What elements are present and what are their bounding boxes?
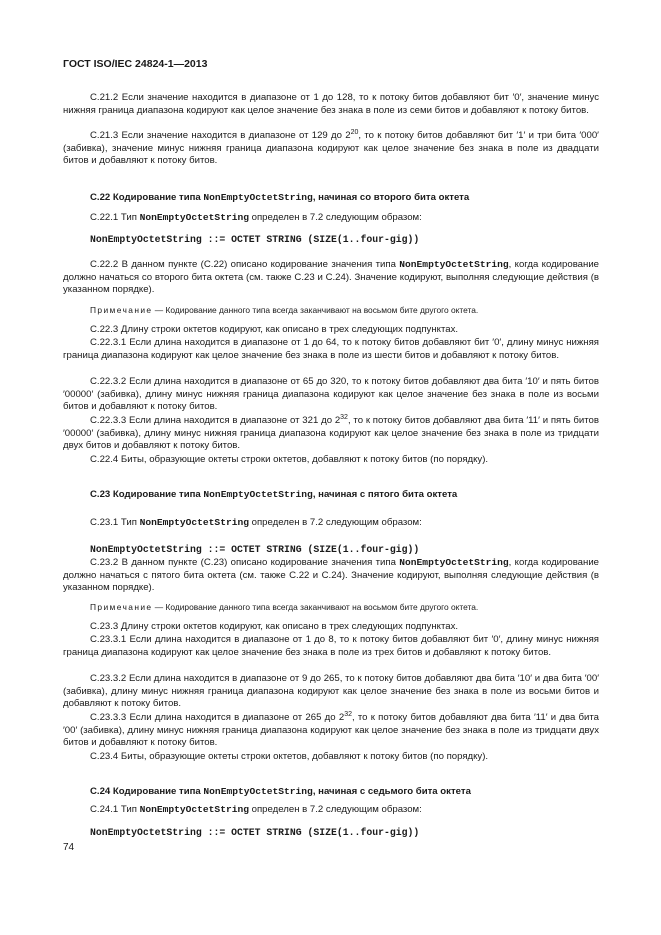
para-c24-1-type: NonEmptyOctetString	[139, 804, 249, 815]
para-c22-3: С.22.3 Длину строки октетов кодируют, как описано в трех следующих подпунктах.	[90, 324, 459, 335]
page-number: 74	[63, 842, 75, 853]
para-c23-3-1: С.23.3.1 Если длина находится в диапазоне от 1 до 8, то к потоку битов добавляют бит ′0′, длину минус нижняя граница диапазона кодируют как целое значение без знака в поле из трех битов и добавляют к потоку битов.	[63, 634, 599, 658]
para-c23-2	[63, 557, 599, 595]
para-c23-2-post: , когда кодирование должно начаться с пятого бита октета (см. также С.22 и С.24). Значение кодируют, выполняя следующие действия (в указанном порядке).	[63, 557, 600, 594]
heading-c23	[63, 489, 457, 502]
para-c23-3-3-text: С.23.3.3 Если длина находится в диапазоне от 265 до 2	[90, 712, 345, 723]
heading-c23-pre: С.23 Кодирование типа	[90, 489, 204, 500]
para-c22-3-3	[63, 415, 599, 453]
para-c23-1	[63, 517, 599, 530]
para-c22-3-3-text: С.22.3.3 Если длина находится в диапазоне от 321 до 2	[90, 415, 341, 426]
para-c21-3	[63, 130, 599, 168]
para-c23-3-2: С.23.3.2 Если длина находится в диапазоне от 9 до 265, то к потоку битов добавляют два бита ′10′ и два бита ′00′ (забивка), длину минус нижняя граница диапазона кодируют как целое значение без знака в поле из восьми битов и добавляют к потоку битов.	[63, 673, 599, 710]
heading-c24-post: , начиная с седьмого бита октета	[312, 786, 471, 797]
para-c23-1-type: NonEmptyOctetString	[139, 517, 249, 528]
code-c23: NonEmptyOctetString ::= OCTET STRING (SIZE(1..four-gig))	[90, 544, 420, 555]
note-c22-label: Примечание	[90, 305, 153, 315]
para-c21-3-rest: , то к потоку битов добавляют бит ′1′ и три бита ′000′ (забивка), значение минус нижняя граница диапазона кодируют как целое значение без знака в поле из двадцати битов и добавляют к потоку битов.	[63, 130, 599, 167]
note-c22	[63, 304, 478, 317]
heading-c24-type: NonEmptyOctetString	[203, 786, 313, 797]
note-c22-text: — Кодирование данного типа всегда заканчивают на восьмом бите другого октета.	[152, 305, 479, 315]
para-c24-1	[63, 804, 599, 817]
para-c23-1-post: определен в 7.2 следующим образом:	[248, 517, 422, 528]
code-c24: NonEmptyOctetString ::= OCTET STRING (SIZE(1..four-gig))	[90, 827, 420, 838]
para-c22-2	[63, 259, 599, 297]
para-c21-3-text: С.21.3 Если значение находится в диапазоне от 129 до 2	[90, 130, 351, 141]
para-c22-3-2: С.22.3.2 Если длина находится в диапазоне от 65 до 320, то к потоку битов добавляют два бита ′10′ и пять битов ′00000′ (забивка), длину минус нижняя граница диапазона кодируют как целое значение без знака в поле из восьми битов и добавляют к потоку битов.	[63, 376, 599, 413]
note-c23-label: Примечание	[90, 602, 153, 612]
para-c23-3-3	[63, 712, 599, 750]
para-c23-3-3-rest: , то к потоку битов добавляют два бита ′11′ и два бита ′00′ (забивка), длину минус нижняя граница диапазона кодируют как целое значение без знака в поле из тридцати двух битов и добавляют к потоку битов.	[63, 712, 599, 749]
para-c22-1-pre: С.22.1 Тип	[90, 212, 140, 223]
para-c22-1	[63, 212, 599, 225]
para-c23-2-pre: С.23.2 В данном пункте (С.23) описано кодирование значения типа	[90, 557, 400, 568]
code-c22: NonEmptyOctetString ::= OCTET STRING (SIZE(1..four-gig))	[90, 234, 420, 245]
para-c22-2-type: NonEmptyOctetString	[399, 259, 509, 270]
para-c22-2-post: , когда кодирование должно начаться со второго бита октета (см. также С.23 и С.24). Значение кодируют, выполняя следующие действия (в указанном порядке).	[63, 259, 600, 296]
superscript: 32	[340, 413, 348, 421]
para-c22-1-post: определен в 7.2 следующим образом:	[248, 212, 422, 223]
heading-c23-post: , начиная с пятого бита октета	[312, 489, 458, 500]
superscript: 20	[350, 128, 359, 136]
para-c23-1-pre: С.23.1 Тип	[90, 517, 140, 528]
para-c22-2-pre: С.22.2 В данном пункте (С.22) описано кодирование значения типа	[90, 259, 400, 270]
heading-c22-post: , начиная со второго бита октета	[312, 192, 470, 203]
para-c24-1-post: определен в 7.2 следующим образом:	[248, 804, 422, 815]
note-c23	[63, 601, 478, 614]
para-c22-4: С.22.4 Биты, образующие октеты строки октетов, добавляют к потоку битов (по порядку).	[90, 454, 489, 465]
heading-c24	[63, 786, 471, 799]
para-c23-4: С.23.4 Биты, образующие октеты строки октетов, добавляют к потоку битов (по порядку).	[90, 751, 489, 762]
para-c24-1-pre: С.24.1 Тип	[90, 804, 140, 815]
heading-c22-pre: С.22 Кодирование типа	[90, 192, 204, 203]
heading-c24-pre: С.24 Кодирование типа	[90, 786, 204, 797]
para-c22-1-type: NonEmptyOctetString	[139, 212, 249, 223]
note-c23-text: — Кодирование данного типа всегда заканчивают на восьмом бите другого октета.	[152, 602, 479, 612]
heading-c23-type: NonEmptyOctetString	[203, 489, 313, 500]
para-c23-3: С.23.3 Длину строки октетов кодируют, как описано в трех следующих подпунктах.	[90, 621, 459, 632]
document-header: ГОСТ ISO/IEC 24824-1—2013	[63, 58, 208, 70]
heading-c22-type: NonEmptyOctetString	[203, 192, 313, 203]
para-c22-3-1: С.22.3.1 Если длина находится в диапазоне от 1 до 64, то к потоку битов добавляют бит ′0′, длину минус нижняя граница диапазона кодируют как целое значение без знака в поле из шести битов и добавляют к потоку битов.	[63, 337, 599, 361]
heading-c22	[63, 192, 469, 205]
para-c22-3-3-rest: , то к потоку битов добавляют два бита ′11′ и пять битов ′00000′ (забивка), длину минус нижняя граница диапазона кодируют как целое значение без знака в поле из тридцати двух битов и добавляют к потоку битов.	[63, 415, 599, 452]
para-c23-2-type: NonEmptyOctetString	[399, 557, 509, 568]
para-c21-2: С.21.2 Если значение находится в диапазоне от 1 до 128, то к потоку битов добавляют бит ′0′, значение минус нижняя граница диапазона кодируют как целое значение без знака в поле из семи битов и добавляют к потоку битов.	[63, 92, 599, 116]
superscript: 32	[344, 710, 352, 718]
